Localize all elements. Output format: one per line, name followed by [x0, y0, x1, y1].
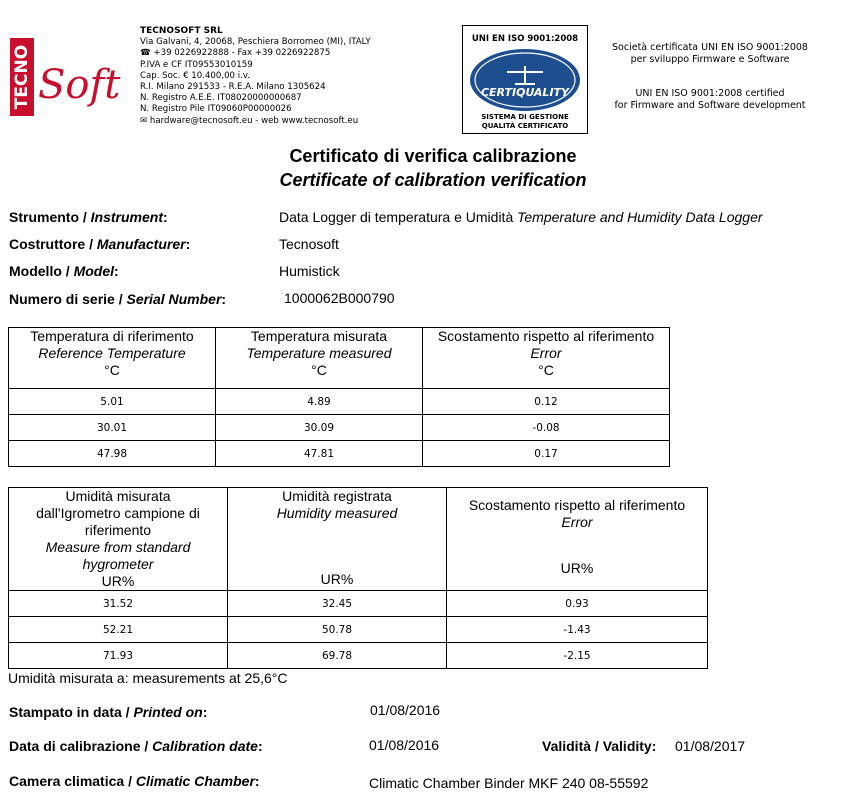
- model-value: Humistick: [279, 263, 340, 279]
- humidity-table: [8, 487, 708, 669]
- contact-line: ✉ hardware@tecnosoft.eu - web www.tecnosoft.eu: [140, 115, 359, 126]
- humidity-measurement-note: Umidità misurata a: measurements at 25,6°C: [8, 670, 288, 686]
- climatic-chamber-label: Camera climatica / Climatic Chamber:: [9, 773, 260, 789]
- seal-bottom-text-2: QUALITÀ CERTIFICATO: [481, 122, 569, 130]
- certification-statement: [600, 42, 820, 112]
- battery-registry-line: N. Registro Pile IT09060P00000026: [140, 104, 292, 115]
- certiquality-seal: [463, 26, 587, 133]
- reference-value: 31.52: [9, 591, 228, 617]
- cert-italian-line-2: per sviluppo Firmware e Software: [630, 54, 790, 65]
- climatic-chamber-value: Climatic Chamber Binder MKF 240 08-55592: [369, 775, 649, 791]
- cert-italian-line-1: Società certificata UNI EN ISO 9001:2008: [612, 42, 808, 53]
- aee-registry-line: N. Registro A.E.E. IT08020000000687: [140, 93, 302, 104]
- reference-value: 52.21: [9, 617, 228, 643]
- calibration-date-value: 01/08/2016: [369, 737, 440, 753]
- measured-value: 32.45: [228, 591, 447, 617]
- measured-value: 30.09: [216, 415, 423, 441]
- address-line: Via Galvani, 4, 20068, Peschiera Borromeo (MI), ITALY: [140, 37, 371, 48]
- reference-value: 5.01: [9, 389, 216, 415]
- table-row: [9, 415, 670, 441]
- table-row: [9, 389, 670, 415]
- serial-number-value: 1000062B000790: [284, 290, 395, 306]
- table-row: [9, 617, 708, 643]
- reference-value: 30.01: [9, 415, 216, 441]
- seal-top-text: UNI EN ISO 9001:2008: [471, 34, 579, 44]
- cert-english-line-2: for Firmware and Software development: [614, 100, 806, 111]
- printed-on-value: 01/08/2016: [370, 702, 441, 718]
- cert-english-line-1: UNI EN ISO 9001:2008 certified: [635, 88, 785, 99]
- title-english: Certificate of calibration verification: [279, 170, 587, 190]
- phone-line: ☎ +39 0226922888 - Fax +39 0226922875: [140, 48, 331, 59]
- reference-humidity-header: Umidità misurata dall'Igrometro campione di riferimento Measure from standard hygrometer UR%: [9, 488, 228, 591]
- serial-number-label: Numero di serie / Serial Number:: [9, 291, 227, 307]
- humidity-header-row: [9, 488, 708, 591]
- registry-line: R.I. Milano 291533 - R.E.A. Milano 1305624: [140, 82, 326, 93]
- instrument-value: Data Logger di temperatura e Umidità Temperature and Humidity Data Logger: [279, 209, 763, 225]
- table-row: [9, 643, 708, 669]
- manufacturer-value: Tecnosoft: [279, 236, 339, 252]
- error-value: -1.43: [447, 617, 708, 643]
- certiquality-logo: [462, 25, 588, 134]
- error-value: 0.12: [423, 389, 670, 415]
- measured-value: 50.78: [228, 617, 447, 643]
- error-value: 0.17: [423, 441, 670, 467]
- error-value: -2.15: [447, 643, 708, 669]
- printed-on-label: Stampato in data / Printed on:: [9, 704, 208, 720]
- company-info: [140, 26, 371, 127]
- measured-temperature-header: Temperatura misurata Temperature measured °C: [216, 328, 423, 389]
- temperature-table: [8, 327, 670, 467]
- temperature-header-row: [9, 328, 670, 389]
- reference-value: 71.93: [9, 643, 228, 669]
- reference-temperature-header: Temperatura di riferimento Reference Temperature °C: [9, 328, 216, 389]
- recorded-humidity-header: Umidità registrata Humidity measured UR%: [228, 488, 447, 591]
- calibration-date-label: Data di calibrazione / Calibration date:: [9, 738, 263, 754]
- table-row: [9, 441, 670, 467]
- instrument-label: Strumento / Instrument:: [9, 209, 168, 225]
- reference-value: 47.98: [9, 441, 216, 467]
- manufacturer-label: Costruttore / Manufacturer:: [9, 236, 191, 252]
- error-value: -0.08: [423, 415, 670, 441]
- validity-label: Validità / Validity:: [542, 738, 657, 754]
- validity-value: 01/08/2017: [675, 738, 746, 754]
- humidity-error-header: Scostamento rispetto al riferimento Error UR%: [447, 488, 708, 591]
- error-value: 0.93: [447, 591, 708, 617]
- logo-soft-text: Soft: [38, 62, 121, 108]
- seal-bottom-text-1: SISTEMA DI GESTIONE: [481, 113, 569, 121]
- vat-line: P.IVA e CF IT09553010159: [140, 59, 253, 70]
- capital-line: Cap. Soc. € 10.400,00 i.v.: [140, 70, 251, 81]
- measured-value: 69.78: [228, 643, 447, 669]
- logo-tecno-text: TECNO: [12, 44, 32, 110]
- table-row: [9, 591, 708, 617]
- title-italian: Certificato di verifica calibrazione: [289, 146, 577, 166]
- model-label: Modello / Model:: [9, 263, 119, 279]
- measured-value: 47.81: [216, 441, 423, 467]
- measured-value: 4.89: [216, 389, 423, 415]
- seal-brand-text: CERTIQUALITY: [480, 86, 570, 99]
- temperature-error-header: Scostamento rispetto al riferimento Error °C: [423, 328, 670, 389]
- company-name: TECNOSOFT SRL: [140, 26, 223, 36]
- tecnosoft-logo: [10, 38, 121, 116]
- tecnosoft-logo-graphic: [10, 38, 121, 116]
